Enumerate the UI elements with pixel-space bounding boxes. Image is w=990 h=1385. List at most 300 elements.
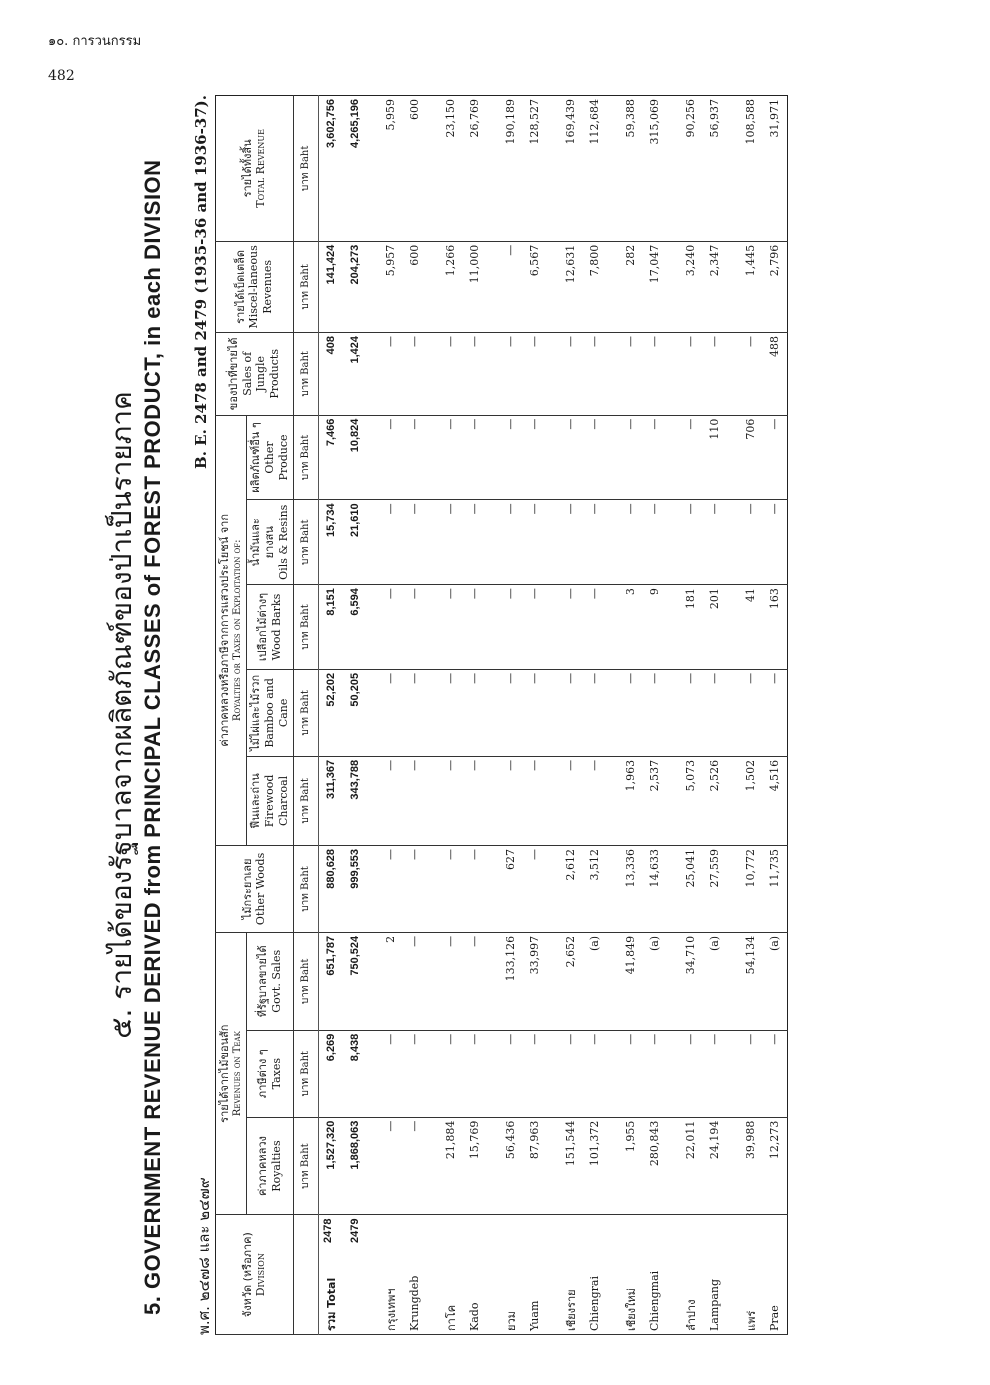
value-cell: — [619, 415, 643, 500]
value-cell: 128,527 [523, 96, 547, 242]
spacer-cell [727, 500, 739, 585]
value-cell: 2,537 [643, 756, 667, 845]
spacer-cell [607, 415, 619, 500]
spacer-cell [727, 845, 739, 932]
unit-cell: บาท Baht [293, 415, 318, 500]
value-cell: 6,594 [343, 585, 367, 670]
table-row [439, 96, 463, 1335]
value-cell: — [499, 241, 523, 332]
value-cell: — [379, 845, 403, 932]
value-cell: — [583, 756, 607, 845]
value-cell: (a) [643, 932, 667, 1030]
value-cell: 2,347 [703, 241, 727, 332]
value-cell: — [439, 415, 463, 500]
division-cell [499, 1215, 523, 1335]
table-row [559, 96, 583, 1335]
col-royalties [247, 1117, 293, 1215]
value-cell: — [439, 333, 463, 416]
row-year: 2478 [321, 1218, 334, 1243]
spacer-cell [427, 932, 439, 1030]
value-cell: 190,189 [499, 96, 523, 242]
spacer-cell [607, 1030, 619, 1117]
value-cell: — [403, 333, 427, 416]
spacer-cell [547, 1215, 559, 1335]
spacer-cell [367, 333, 379, 416]
division-cell [318, 1215, 343, 1335]
value-cell: 2,612 [559, 845, 583, 932]
value-cell: — [619, 333, 643, 416]
value-cell: — [379, 415, 403, 500]
spacer-cell [367, 756, 379, 845]
value-cell: 141,424 [318, 241, 343, 332]
value-cell: 54,134 [739, 932, 763, 1030]
value-cell: — [583, 669, 607, 756]
value-cell: 27,559 [703, 845, 727, 932]
value-cell: — [403, 932, 427, 1030]
value-cell: 56,436 [499, 1117, 523, 1215]
value-cell: — [463, 756, 487, 845]
spacer-cell [547, 1117, 559, 1215]
spacer-cell [427, 500, 439, 585]
value-cell: — [679, 415, 703, 500]
value-cell: — [643, 415, 667, 500]
table-row [619, 96, 643, 1335]
value-cell: — [559, 415, 583, 500]
spacer-cell [607, 500, 619, 585]
value-cell: — [763, 415, 788, 500]
table-row [763, 96, 788, 1335]
col-bamboo-thai: ไม้ไผ่และไม้รวก [249, 674, 263, 751]
value-cell: 108,588 [739, 96, 763, 242]
unit-cell: บาท Baht [293, 585, 318, 670]
value-cell: 90,256 [679, 96, 703, 242]
value-cell: — [643, 333, 667, 416]
spacer-cell [547, 932, 559, 1030]
value-cell: — [559, 333, 583, 416]
value-cell: — [379, 1030, 403, 1117]
table-row [739, 96, 763, 1335]
value-cell: — [559, 500, 583, 585]
spacer-cell [667, 932, 679, 1030]
value-cell: 9 [643, 585, 667, 670]
spacer-cell [607, 585, 619, 670]
value-cell: 2 [379, 932, 403, 1030]
spacer-cell [607, 96, 619, 242]
value-cell: 651,787 [318, 932, 343, 1030]
spacer-cell [667, 669, 679, 756]
unit-cell-division [293, 1215, 318, 1335]
spacer-cell [487, 585, 499, 670]
spacer-cell [547, 333, 559, 416]
value-cell: — [463, 845, 487, 932]
division-cell [379, 1215, 403, 1335]
unit-cell: บาท Baht [293, 669, 318, 756]
col-firewood [247, 756, 293, 845]
spacer-cell [547, 756, 559, 845]
value-cell: 5,957 [379, 241, 403, 332]
value-cell: 3 [619, 585, 643, 670]
value-cell: — [499, 756, 523, 845]
value-cell: — [739, 669, 763, 756]
value-cell: 750,524 [343, 932, 367, 1030]
col-royalties-en: Royalties [269, 1140, 283, 1192]
spacer-cell [487, 1117, 499, 1215]
col-group-exploit-en: Royalties or Taxes on Exploitation of: [231, 539, 243, 722]
value-cell: — [403, 669, 427, 756]
value-cell: 15,734 [318, 500, 343, 585]
spacer-row [727, 96, 739, 1335]
division-thai: กรุงเทพฯ [384, 1288, 398, 1331]
spacer-cell [427, 415, 439, 500]
unit-cell: บาท Baht [293, 241, 318, 332]
value-cell: 133,126 [499, 932, 523, 1030]
division-thai: กาโค [444, 1304, 458, 1331]
value-cell: 56,937 [703, 96, 727, 242]
value-cell: 10,824 [343, 415, 367, 500]
spacer-cell [727, 669, 739, 756]
col-oils-thai: น้ำมันและยางสน [249, 518, 276, 567]
division-thai: ลำปาง [684, 1299, 698, 1331]
value-cell: 280,843 [643, 1117, 667, 1215]
col-total [216, 96, 294, 242]
value-cell: — [499, 585, 523, 670]
spacer-cell [427, 845, 439, 932]
value-cell: 26,769 [463, 96, 487, 242]
value-cell: 34,710 [679, 932, 703, 1030]
value-cell: 1,266 [439, 241, 463, 332]
value-cell: — [403, 1030, 427, 1117]
unit-cell: บาท Baht [293, 845, 318, 932]
value-cell: 12,273 [763, 1117, 788, 1215]
value-cell: — [643, 1030, 667, 1117]
col-other-woods [216, 845, 294, 932]
value-cell: 41,849 [619, 932, 643, 1030]
value-cell: (a) [703, 932, 727, 1030]
value-cell: 6,269 [318, 1030, 343, 1117]
value-cell: — [583, 415, 607, 500]
value-cell: — [703, 333, 727, 416]
division-en: Chiengrai [588, 1276, 601, 1331]
division-cell [763, 1215, 788, 1335]
spacer-cell [427, 241, 439, 332]
spacer-cell [547, 415, 559, 500]
value-cell: 3,602,756 [318, 96, 343, 242]
division-en: Prae [768, 1305, 781, 1331]
value-cell: 4,516 [763, 756, 788, 845]
table-body [318, 96, 787, 1335]
spacer-cell [607, 756, 619, 845]
col-taxes [247, 1030, 293, 1117]
col-division-en: Division [254, 1253, 268, 1297]
value-cell: 343,788 [343, 756, 367, 845]
spacer-cell [487, 96, 499, 242]
spacer-cell [727, 96, 739, 242]
division-cell [643, 1215, 667, 1335]
division-cell [583, 1215, 607, 1335]
col-jungle-thai: ของป่าที่ขายได้ [226, 337, 240, 411]
value-cell: — [619, 1030, 643, 1117]
division-en: Kado [468, 1302, 481, 1331]
unit-cell: บาท Baht [293, 333, 318, 416]
value-cell: — [379, 500, 403, 585]
spacer-cell [547, 96, 559, 242]
value-cell: 1,424 [343, 333, 367, 416]
value-cell: 25,041 [679, 845, 703, 932]
division-en: Yuam [528, 1300, 541, 1331]
col-govt-sales-thai: ที่รัฐบาลขายได้ [256, 945, 270, 1018]
unit-cell: บาท Baht [293, 932, 318, 1030]
revenue-table [215, 95, 788, 1335]
value-cell: — [679, 333, 703, 416]
page-number: 482 [48, 68, 75, 84]
spacer-cell [667, 415, 679, 500]
value-cell: 11,000 [463, 241, 487, 332]
value-cell: — [523, 669, 547, 756]
value-cell: 59,388 [619, 96, 643, 242]
spacer-row [607, 96, 619, 1335]
value-cell: — [439, 500, 463, 585]
spacer-cell [487, 845, 499, 932]
value-cell: — [499, 333, 523, 416]
spacer-cell [427, 585, 439, 670]
value-cell: — [463, 500, 487, 585]
spacer-cell [607, 845, 619, 932]
value-cell: 7,466 [318, 415, 343, 500]
col-division [216, 1215, 294, 1335]
value-cell: 311,367 [318, 756, 343, 845]
table-row [318, 96, 343, 1335]
value-cell: — [439, 585, 463, 670]
value-cell: — [583, 585, 607, 670]
value-cell: 3,512 [583, 845, 607, 932]
value-cell: 39,988 [739, 1117, 763, 1215]
spacer-cell [727, 241, 739, 332]
value-cell: — [523, 585, 547, 670]
chapter-heading: ๑๐. การวนกรรม [48, 34, 142, 49]
value-cell: — [463, 415, 487, 500]
spacer-cell [487, 1030, 499, 1117]
value-cell: — [403, 845, 427, 932]
value-cell: 4,265,196 [343, 96, 367, 242]
division-cell [739, 1215, 763, 1335]
value-cell: — [763, 669, 788, 756]
division-cell [439, 1215, 463, 1335]
value-cell: 151,544 [559, 1117, 583, 1215]
spacer-cell [487, 415, 499, 500]
value-cell: — [643, 500, 667, 585]
value-cell: — [583, 1030, 607, 1117]
value-cell: 1,868,063 [343, 1117, 367, 1215]
value-cell: — [523, 500, 547, 585]
unit-cell: บาท Baht [293, 1117, 318, 1215]
value-cell: — [559, 756, 583, 845]
value-cell: 50,205 [343, 669, 367, 756]
col-jungle [216, 333, 294, 416]
value-cell: — [463, 669, 487, 756]
title-english: 5. GOVERNMENT REVENUE DERIVED from PRINCIPAL CLASSES of FOREST PRODUCT, in each DIVISION [140, 159, 165, 1315]
spacer-cell [487, 333, 499, 416]
value-cell: — [523, 1030, 547, 1117]
table-row [499, 96, 523, 1335]
spacer-row [427, 96, 439, 1335]
spacer-cell [667, 756, 679, 845]
value-cell: — [523, 756, 547, 845]
division-cell [463, 1215, 487, 1335]
value-cell: 600 [403, 241, 427, 332]
spacer-cell [427, 1215, 439, 1335]
value-cell: 52,202 [318, 669, 343, 756]
col-taxes-en: Taxes [269, 1057, 283, 1090]
table-row [583, 96, 607, 1335]
spacer-cell [727, 1117, 739, 1215]
division-cell [523, 1215, 547, 1335]
value-cell: — [439, 669, 463, 756]
value-cell: — [523, 415, 547, 500]
col-group-teak [216, 932, 247, 1215]
rotated-table-page [100, 95, 900, 1335]
value-cell: 7,800 [583, 241, 607, 332]
spacer-cell [487, 756, 499, 845]
spacer-cell [607, 669, 619, 756]
value-cell: — [439, 845, 463, 932]
spacer-cell [427, 96, 439, 242]
spacer-cell [727, 333, 739, 416]
spacer-cell [367, 932, 379, 1030]
spacer-cell [367, 415, 379, 500]
col-group-teak-thai: รายได้จากไม้ขอนสัก [218, 1024, 231, 1123]
spacer-cell [727, 1030, 739, 1117]
col-total-en: Total Revenue [254, 129, 268, 208]
spacer-cell [667, 1117, 679, 1215]
value-cell: — [679, 669, 703, 756]
value-cell: — [739, 500, 763, 585]
value-cell: 3,240 [679, 241, 703, 332]
value-cell: — [499, 1030, 523, 1117]
table-row [643, 96, 667, 1335]
spacer-cell [547, 1030, 559, 1117]
value-cell: 488 [763, 333, 788, 416]
spacer-cell [607, 1117, 619, 1215]
unit-cell: บาท Baht [293, 96, 318, 242]
division-en: Lampang [708, 1278, 721, 1331]
value-cell: 1,502 [739, 756, 763, 845]
value-cell: 6,567 [523, 241, 547, 332]
spacer-cell [607, 932, 619, 1030]
value-cell: — [403, 756, 427, 845]
spacer-cell [667, 96, 679, 242]
value-cell: — [763, 500, 788, 585]
spacer-cell [667, 845, 679, 932]
value-cell: 41 [739, 585, 763, 670]
unit-cell: บาท Baht [293, 500, 318, 585]
spacer-cell [367, 845, 379, 932]
value-cell: — [703, 500, 727, 585]
value-cell: — [379, 333, 403, 416]
spacer-cell [367, 500, 379, 585]
spacer-cell [727, 415, 739, 500]
spacer-cell [727, 585, 739, 670]
division-thai: ยวม [504, 1311, 518, 1331]
spacer-cell [427, 1030, 439, 1117]
division-thai: เชียงราย [564, 1289, 578, 1331]
value-cell: 21,884 [439, 1117, 463, 1215]
table-row [343, 96, 367, 1335]
value-cell: 880,628 [318, 845, 343, 932]
value-cell: 1,445 [739, 241, 763, 332]
value-cell: 24,194 [703, 1117, 727, 1215]
value-cell: — [499, 669, 523, 756]
value-cell: — [439, 756, 463, 845]
value-cell: 282 [619, 241, 643, 332]
value-cell: — [403, 1117, 427, 1215]
col-other-produce [247, 415, 293, 500]
value-cell: 87,963 [523, 1117, 547, 1215]
value-cell: 11,735 [763, 845, 788, 932]
col-group-exploit [216, 415, 247, 845]
division-thai: รวม Total [324, 1277, 338, 1331]
col-total-thai: รายได้ทั้งสิ้น [240, 139, 254, 198]
value-cell: — [379, 585, 403, 670]
value-cell: 1,963 [619, 756, 643, 845]
value-cell: 169,439 [559, 96, 583, 242]
value-cell: 21,610 [343, 500, 367, 585]
spacer-cell [487, 241, 499, 332]
table-row [463, 96, 487, 1335]
table-row [679, 96, 703, 1335]
value-cell: 999,553 [343, 845, 367, 932]
value-cell: — [463, 932, 487, 1030]
value-cell: 2,796 [763, 241, 788, 332]
spacer-cell [667, 500, 679, 585]
spacer-cell [727, 756, 739, 845]
value-cell: 163 [763, 585, 788, 670]
division-thai: เชียงใหม่ [624, 1288, 638, 1331]
spacer-cell [487, 500, 499, 585]
spacer-cell [427, 1117, 439, 1215]
division-cell [559, 1215, 583, 1335]
value-cell: 2,652 [559, 932, 583, 1030]
spacer-row [367, 96, 379, 1335]
col-group-teak-en: Revenues on Teak [231, 1031, 243, 1117]
value-cell: 204,273 [343, 241, 367, 332]
unit-row [293, 96, 318, 1335]
value-cell: — [739, 1030, 763, 1117]
value-cell: 2,526 [703, 756, 727, 845]
col-firewood-thai: ฟืนและถ่าน [249, 773, 263, 829]
value-cell: — [523, 845, 547, 932]
spacer-cell [487, 1215, 499, 1335]
col-other-woods-en: Other Woods [254, 852, 268, 926]
division-cell [403, 1215, 427, 1335]
col-barks [247, 585, 293, 670]
spacer-cell [547, 669, 559, 756]
value-cell: 17,047 [643, 241, 667, 332]
value-cell: 181 [679, 585, 703, 670]
division-cell [343, 1215, 367, 1335]
col-barks-en: Wood Barks [269, 593, 283, 661]
spacer-cell [367, 241, 379, 332]
value-cell: 1,527,320 [318, 1117, 343, 1215]
division-cell [619, 1215, 643, 1335]
value-cell: (a) [583, 932, 607, 1030]
col-oils [247, 500, 293, 585]
value-cell: — [583, 500, 607, 585]
spacer-cell [367, 669, 379, 756]
division-en: Chiengmai [648, 1270, 661, 1331]
value-cell: — [703, 669, 727, 756]
value-cell: — [763, 1030, 788, 1117]
value-cell: 12,631 [559, 241, 583, 332]
